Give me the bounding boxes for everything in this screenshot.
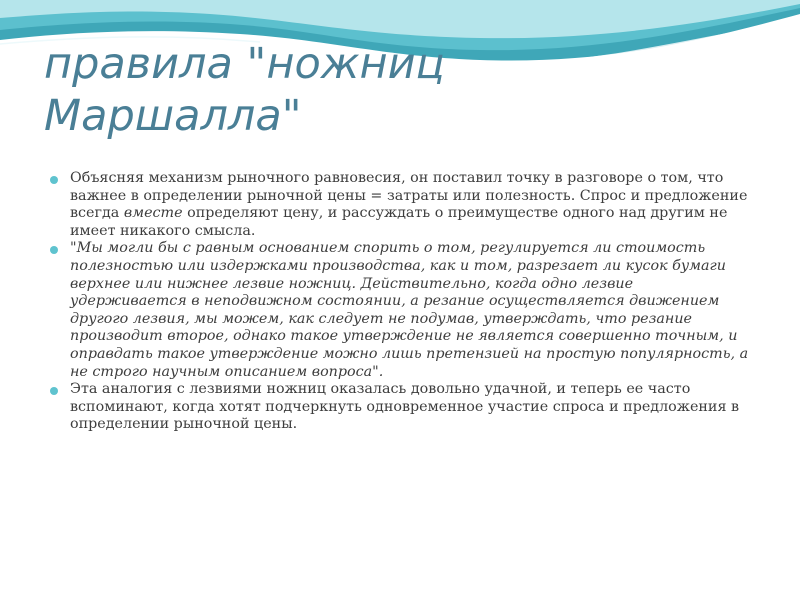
bullet-text-1	[70, 170, 750, 240]
bullet-dot-icon	[50, 246, 58, 254]
title-line-2: Маршалла"	[44, 91, 302, 141]
bullet-1-part-1: Объясняя механизм рыночного равновесия, он поставил точку в разговоре о том, что важнее в определении рыночной цены = затраты или полезность. Спрос и предложение всегда	[70, 170, 748, 222]
bullet-item-2	[50, 240, 750, 381]
bullet-dot-icon	[50, 387, 58, 395]
bullet-item-1	[50, 170, 750, 240]
bullet-item-3	[50, 381, 750, 434]
bullet-text-3: Эта аналогия с лезвиями ножниц оказалась довольно удачной, и теперь ее часто вспоминают, когда хотят подчеркнуть одновременное участие спроса и предложения в определении рыночной цены.	[70, 381, 740, 433]
bullet-text-2: "Мы могли бы с равным основанием спорить о том, регулируется ли стоимость полезностью или издержками производства, как и том, разрезает ли кусок бумаги верхнее или нижнее лезвие ножниц. Действительно, когда одно лезвие удерживается в неподвижном состоянии, а резание осуществляется движением другого лезвия, мы можем, как следует не подумав, утверждать, что резание производит второе, однако такое утверждение не является совершенно точным, и оправдать такое утверждение можно лишь претензией на простую популярность, а не строго научным описанием вопроса".	[70, 240, 749, 380]
bullet-dot-icon	[50, 176, 58, 184]
title-line-1: правила "ножниц	[44, 39, 445, 89]
bullet-1-emphasis: вместе	[123, 205, 183, 222]
bullet-list	[50, 170, 750, 434]
slide-title	[44, 38, 744, 142]
bullet-1-part-2: определяют цену, и рассуждать о преимуществе одного над другим не имеет никакого смысла.	[70, 205, 728, 239]
